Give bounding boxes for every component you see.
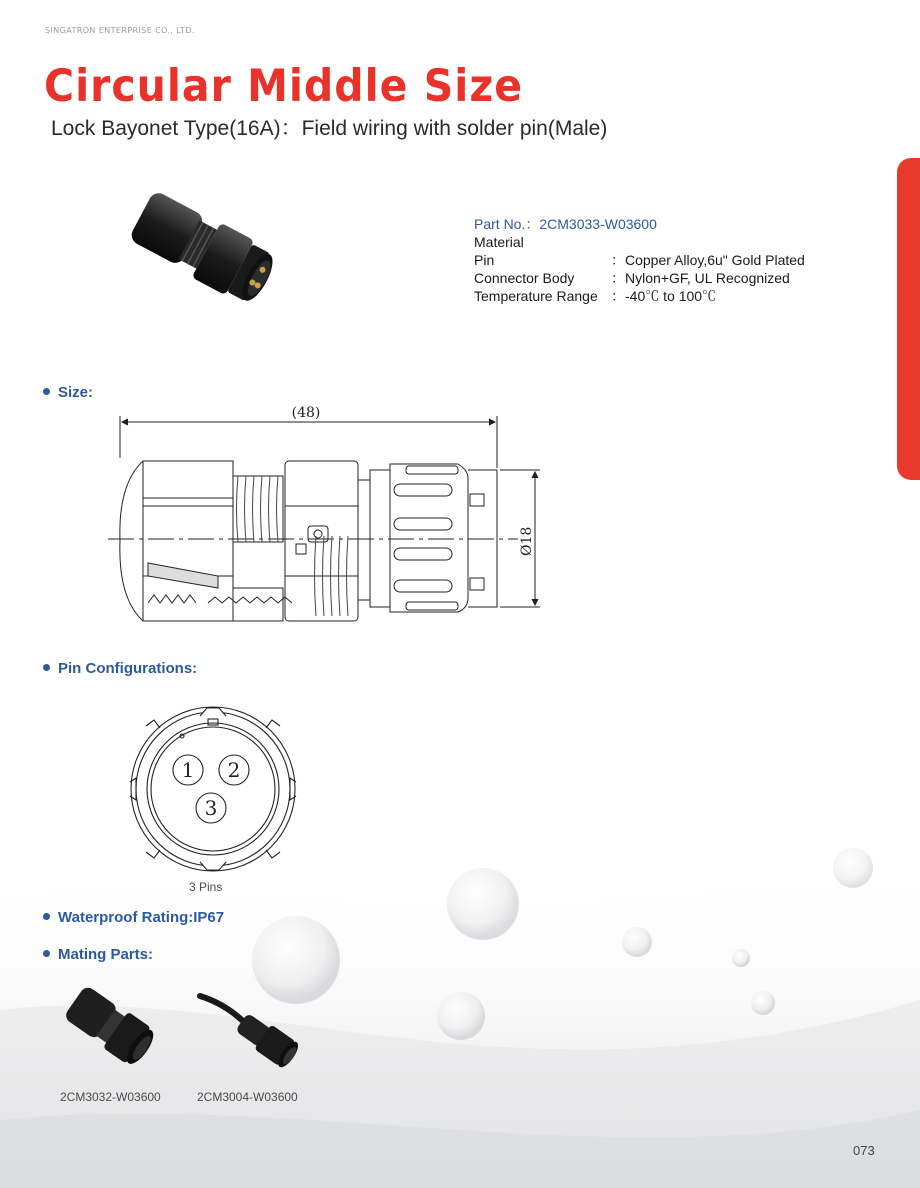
bullet-icon bbox=[43, 664, 50, 671]
spec-row bbox=[474, 251, 805, 269]
diameter-dimension: Ø18 bbox=[519, 526, 535, 556]
spec-row bbox=[474, 287, 805, 305]
part-number-label: Part No.： bbox=[474, 216, 540, 232]
pin-count-caption: 3 Pins bbox=[189, 880, 223, 894]
section-waterproof bbox=[43, 909, 224, 926]
bullet-icon bbox=[43, 388, 50, 395]
pin-1-label: 1 bbox=[181, 758, 195, 782]
length-dimension: (48) bbox=[291, 405, 321, 421]
mating-part-2-photo bbox=[196, 984, 306, 1074]
spec-value: ：-40℃ to 100℃ bbox=[611, 288, 717, 304]
spec-row bbox=[474, 269, 805, 287]
pin-3-label: 3 bbox=[204, 796, 218, 820]
page-number: 073 bbox=[853, 1143, 875, 1158]
spec-key: Connector Body bbox=[474, 270, 575, 286]
pin-2-label: 2 bbox=[227, 758, 241, 782]
bullet-icon bbox=[43, 913, 50, 920]
part-number-line bbox=[474, 215, 805, 233]
section-mating-label: Mating Parts: bbox=[58, 946, 154, 963]
company-name: SINGATRON ENTERPRISE CO., LTD. bbox=[45, 26, 195, 35]
section-pin-config bbox=[43, 660, 197, 677]
mating-part-1-label: 2CM3032-W03600 bbox=[60, 1090, 161, 1104]
page-title: Circular Middle Size bbox=[44, 60, 524, 112]
section-size-label: Size: bbox=[58, 384, 94, 401]
spec-key: Pin bbox=[474, 252, 495, 268]
section-mating bbox=[43, 946, 153, 963]
waterproof-rating: Waterproof Rating:IP67 bbox=[58, 909, 225, 926]
spec-value: ：Copper Alloy,6u" Gold Plated bbox=[611, 252, 805, 268]
bullet-icon bbox=[43, 950, 50, 957]
material-label: Material bbox=[474, 234, 524, 250]
side-tab bbox=[897, 158, 920, 480]
mating-part-1-photo bbox=[58, 976, 162, 1078]
section-size bbox=[43, 384, 93, 401]
size-drawing bbox=[108, 398, 548, 634]
section-pin-config-label: Pin Configurations: bbox=[58, 660, 198, 677]
pin-config-drawing bbox=[126, 702, 300, 876]
page-subtitle: Lock Bayonet Type(16A)：Field wiring with solder pin(Male) bbox=[51, 117, 608, 140]
part-number: 2CM3033-W03600 bbox=[539, 216, 657, 232]
spec-key: Temperature Range bbox=[474, 288, 598, 304]
product-photo bbox=[118, 182, 288, 327]
spec-block bbox=[474, 215, 805, 305]
mating-part-2-label: 2CM3004-W03600 bbox=[197, 1090, 298, 1104]
spec-value: ：Nylon+GF, UL Recognized bbox=[611, 270, 790, 286]
